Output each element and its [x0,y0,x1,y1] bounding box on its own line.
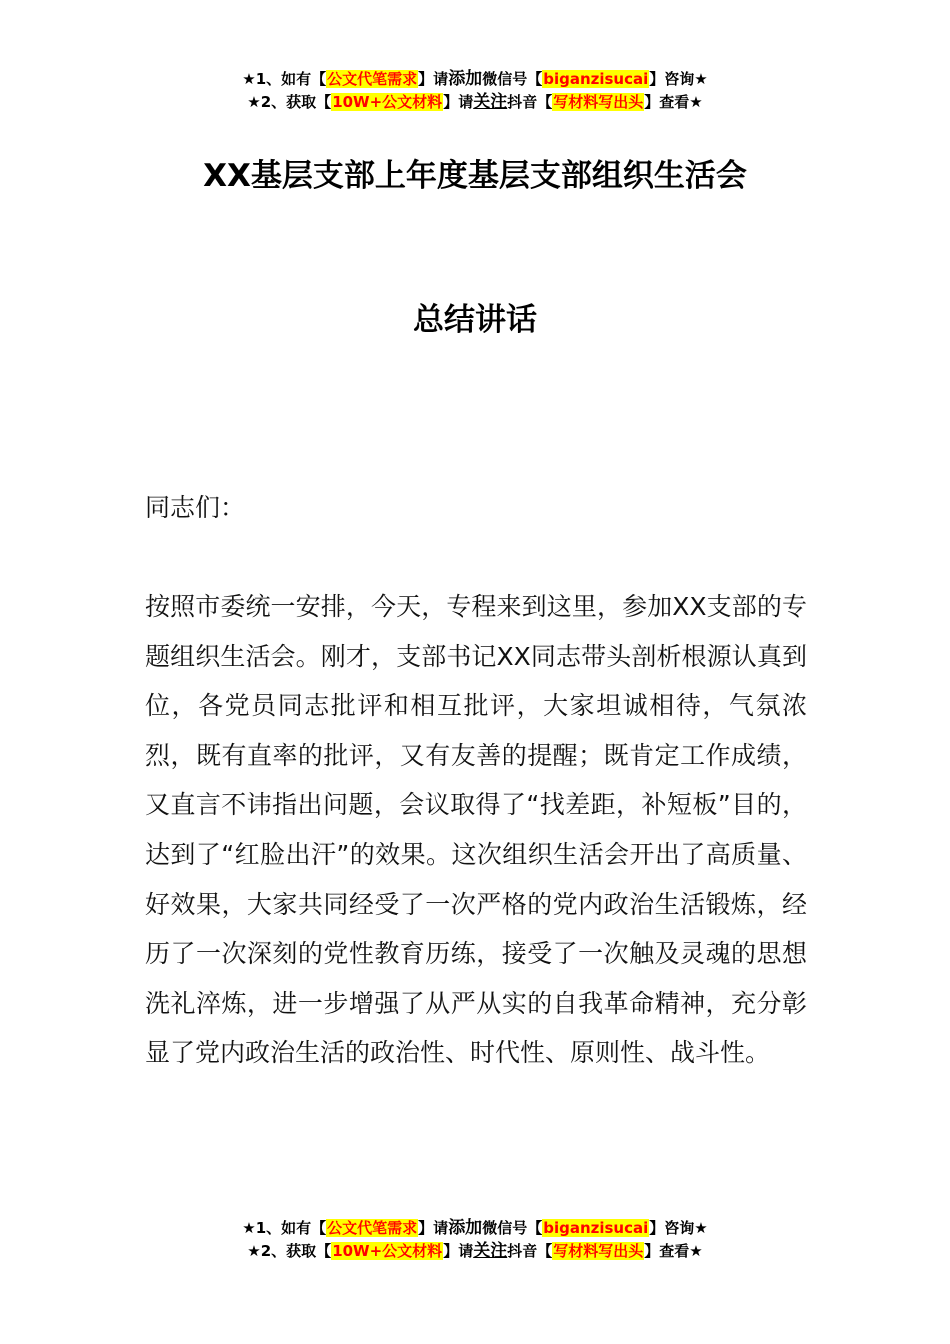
banner-text: 】请 [443,1242,474,1260]
banner-text: ★2、获取【 [247,1242,332,1260]
highlight-text: 公文代笔需求 [327,70,418,88]
banner-text: 抖音【 [507,93,553,111]
highlight-text: 公文代笔需求 [327,1219,418,1237]
banner-line-1 [0,68,950,91]
banner-text: 】咨询★ [649,70,708,88]
banner-line-2 [0,1240,950,1263]
banner-line-1 [0,1217,950,1240]
banner-text: 】查看★ [644,93,703,111]
emphasis-text: 关注 [473,92,508,112]
wechat-id-highlight: biganzisucai [543,1219,649,1237]
emphasis-text: 添加 [448,69,483,89]
banner-text: 】请 [443,93,474,111]
emphasis-text: 关注 [473,1241,508,1261]
banner-line-2 [0,91,950,114]
banner-text: 微信号【 [482,1219,543,1237]
banner-text: 】查看★ [644,1242,703,1260]
highlight-text: 10W+公文材料 [332,1242,443,1260]
body-paragraph: 按照市委统一安排，今天，专程来到这里，参加XX支部的专题组织生活会。刚才，支部书记XX同志带头剖析根源认真到位，各党员同志批评和相互批评，大家坦诚相待，气氛浓烈，既有直率的批评，又有友善的提醒；既肯定工作成绩，又直言不讳指出问题，会议取得了“找差距，补短板”目的，达到了“红脸出汗”的效果。这次组织生活会开出了高质量、好效果，大家共同经受了一次严格的党内政治生活锻炼，经历了一次深刻的党性教育历练，接受了一次触及灵魂的思想洗礼淬炼，进一步增强了从严从实的自我革命精神，充分彰显了党内政治生活的政治性、时代性、原则性、战斗性。 [145,592,807,1068]
banner-text: 抖音【 [507,1242,553,1260]
document-title-line-2: 总结讲话 [413,302,537,338]
banner-text: ★2、获取【 [247,93,332,111]
banner-text: ★1、如有【 [242,1219,327,1237]
banner-text: 】请 [418,1219,449,1237]
emphasis-text: 添加 [448,1218,483,1238]
douyin-id-highlight: 写材料写出头 [553,1242,644,1260]
footer-banner [0,1217,950,1263]
banner-text: 】咨询★ [649,1219,708,1237]
highlight-text: 10W+公文材料 [332,93,443,111]
banner-text: ★1、如有【 [242,70,327,88]
wechat-id-highlight: biganzisucai [543,70,649,88]
header-banner [0,68,950,114]
douyin-id-highlight: 写材料写出头 [553,93,644,111]
document-title-line-1: XX基层支部上年度基层支部组织生活会 [203,158,747,194]
banner-text: 微信号【 [482,70,543,88]
banner-text: 】请 [418,70,449,88]
greeting: 同志们： [145,493,246,522]
